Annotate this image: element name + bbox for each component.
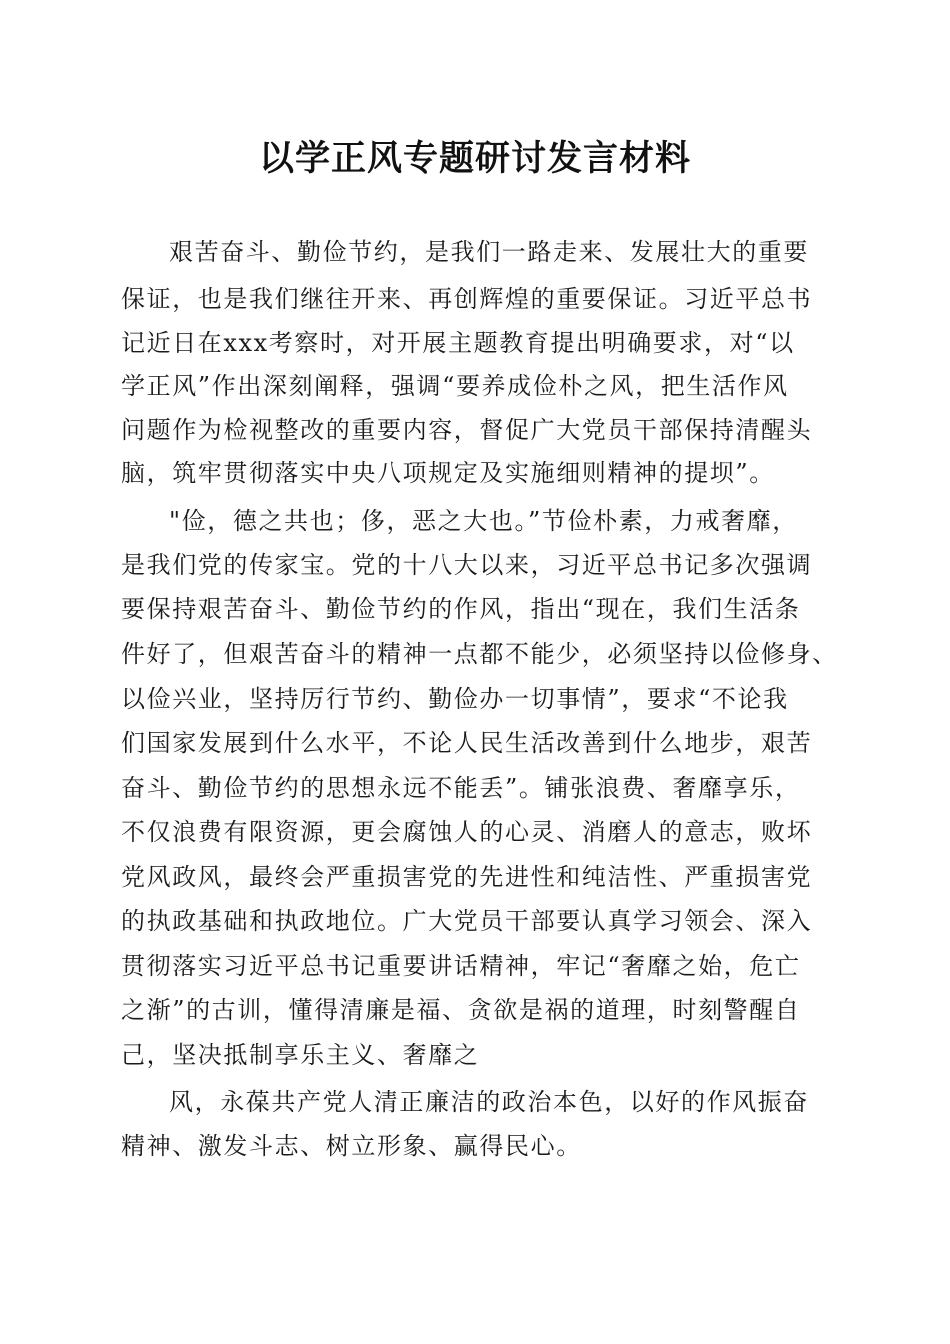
paragraph-line: 们国家发展到什么水平，不论人民生活改善到什么地步，艰苦 — [121, 729, 813, 757]
paragraph-line: 的执政基础和执政地位。广大党员干部要认真学习领会、深入 — [121, 907, 813, 935]
paragraph-line: 件好了，但艰苦奋斗的精神一点都不能少，必须坚持以俭修身、 — [121, 640, 838, 668]
paragraph-line: 艰苦奋斗、勤俭节约，是我们一路走来、发展壮大的重要 — [169, 238, 809, 266]
paragraph-line: 党风政风，最终会严重损害党的先进性和纯洁性、严重损害党 — [121, 863, 813, 891]
paragraph-line: 要保持艰苦奋斗、勤俭节约的作风，指出“现在，我们生活条 — [121, 595, 801, 623]
paragraph-line: 风，永葆共产党人清正廉洁的政治本色，以好的作风振奋 — [169, 1088, 809, 1116]
paragraph-line: 问题作为检视整改的重要内容，督促广大党员干部保持清醒头 — [121, 416, 813, 444]
paragraph-line: 是我们党的传家宝。党的十八大以来，习近平总书记多次强调 — [121, 551, 813, 579]
paragraph-line: "俭，德之共也；侈，恶之大也。”节俭朴素，力戒奢靡， — [169, 507, 798, 535]
paragraph-line: 之渐”的古训，懂得清廉是福、贪欲是祸的道理，时刻警醒自 — [121, 996, 801, 1024]
paragraph-line: 己，坚决抵制享乐主义、奢靡之 — [121, 1041, 480, 1069]
paragraph-line: 不仅浪费有限资源，更会腐蚀人的心灵、消磨人的意志，败坏 — [121, 818, 813, 846]
paragraph-line: 保证，也是我们继往开来、再创辉煌的重要保证。习近平总书 — [121, 285, 813, 313]
paragraph-line: 脑，筑牢贯彻落实中央八项规定及实施细则精神的提坝”。 — [121, 459, 775, 487]
paragraph-line: 学正风”作出深刻阐释，强调“要养成俭朴之风，把生活作风 — [121, 372, 789, 400]
paragraph-line: 奋斗、勤俭节约的思想永远不能丢”。铺张浪费、奢靡享乐， — [121, 774, 801, 802]
document-title: 以学正风专题研讨发言材料 — [258, 138, 691, 179]
paragraph-line: 以俭兴业，坚持厉行节约、勤俭办一切事情”，要求“不论我 — [121, 685, 789, 713]
paragraph-line: 精神、激发斗志、树立形象、赢得民心。 — [121, 1132, 582, 1160]
paragraph-line: 记近日在xxx考察时，对开展主题教育提出明确要求，对“以 — [121, 329, 795, 357]
paragraph-line: 贯彻落实习近平总书记重要讲话精神，牢记“奢靡之始，危亡 — [121, 952, 801, 980]
